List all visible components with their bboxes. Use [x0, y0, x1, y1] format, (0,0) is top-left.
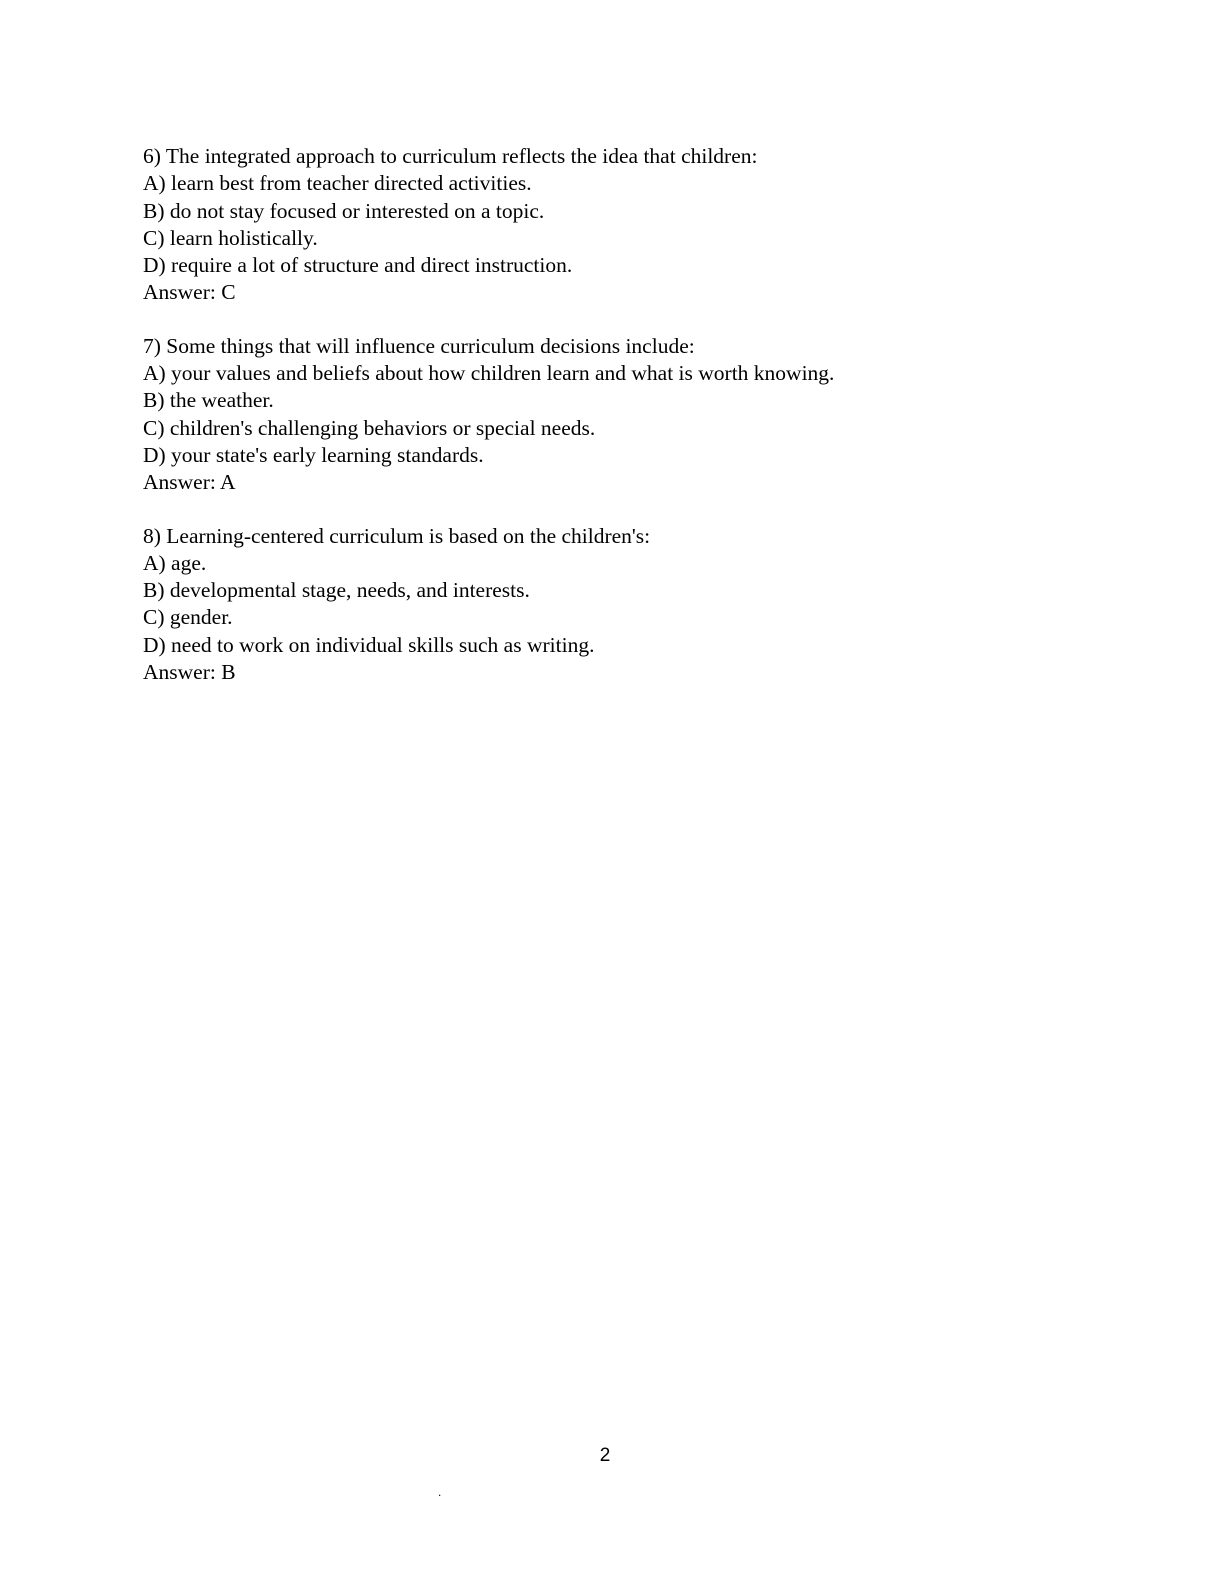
question-stem: 6) The integrated approach to curriculum reflects the idea that children: — [143, 144, 758, 168]
option-c: C) children's challenging behaviors or special needs. — [143, 415, 596, 440]
option-a: A) age. — [143, 550, 207, 575]
option-a: A) learn best from teacher directed activities. — [143, 171, 532, 196]
answer: Answer: C — [143, 280, 236, 305]
question-8 — [143, 523, 1103, 687]
footer-mark: . — [438, 1485, 442, 1499]
option-b: B) the weather. — [143, 388, 274, 413]
page-number: 2 — [599, 1445, 611, 1466]
question-stem: 7) Some things that will influence curriculum decisions include: — [143, 333, 695, 358]
option-d: D) need to work on individual skills such as writing. — [143, 632, 595, 657]
option-d: D) your state's early learning standards. — [143, 442, 484, 467]
option-a: A) your values and beliefs about how children learn and what is worth knowing. — [143, 361, 835, 386]
question-list — [143, 143, 1103, 686]
option-c: C) gender. — [143, 605, 233, 630]
option-b: B) developmental stage, needs, and interests. — [143, 578, 530, 603]
answer: Answer: B — [143, 660, 236, 685]
option-b: B) do not stay focused or interested on a topic. — [143, 198, 545, 223]
answer: Answer: A — [143, 470, 236, 495]
question-7 — [143, 333, 1103, 497]
question-stem: 8) Learning-centered curriculum is based on the children's: — [143, 523, 651, 548]
question-6 — [143, 143, 1103, 307]
option-d: D) require a lot of structure and direct instruction. — [143, 253, 573, 278]
option-c: C) learn holistically. — [143, 225, 318, 250]
